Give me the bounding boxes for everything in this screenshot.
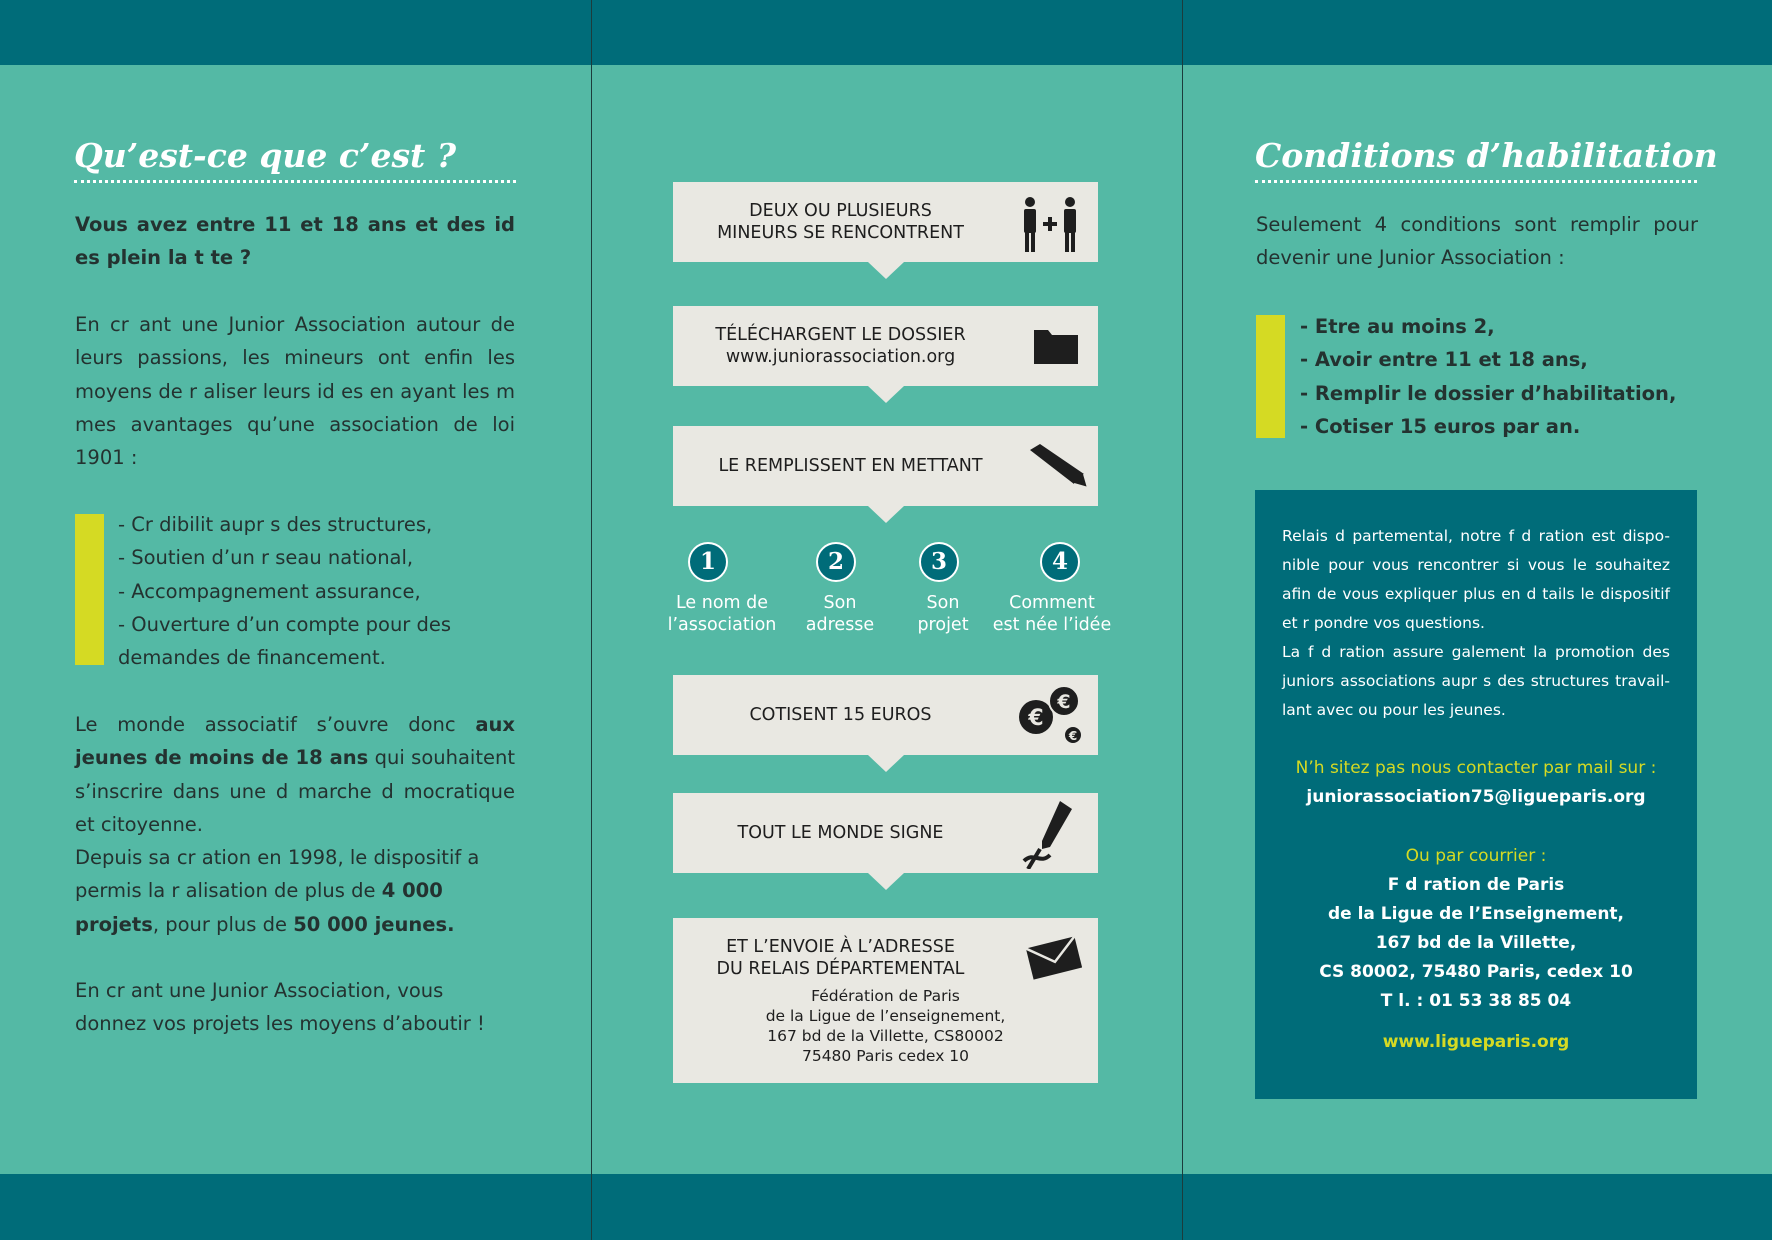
pencil-icon <box>1026 444 1090 496</box>
field-label: Son adresse <box>805 593 875 635</box>
left-panel <box>0 0 591 1240</box>
paragraph-1: En cr ant une Junior Association autour de leurs passions, les mineurs ont enfin les moyens de r aliser leurs id es en ayant les m mes avantages qu’une association de loi 1901 : <box>75 313 515 470</box>
step-box <box>673 306 1098 386</box>
field-label: Le nom de l’association <box>667 593 777 635</box>
contact-box <box>1255 490 1697 1099</box>
advantages-list <box>118 508 518 674</box>
step-label: COTISENT 15 EUROS <box>749 705 932 725</box>
list-item: - Etre au moins 2, <box>1300 315 1495 338</box>
paragraph-4: En cr ant une Junior Association, vous donnez vos projets les moyens d’aboutir ! <box>75 979 485 1036</box>
svg-text:€: € <box>1057 691 1071 713</box>
left-title: Qu’est-ce que c’est ? <box>74 136 457 175</box>
step-box <box>673 426 1098 506</box>
post-label: Ou par courrier : <box>1405 846 1547 866</box>
field-label: Son projet <box>917 593 969 635</box>
fold-line-left <box>591 0 592 1240</box>
folder-icon <box>1034 326 1078 368</box>
field-number: 4 <box>1040 542 1080 582</box>
envelope-icon <box>1026 934 1082 986</box>
euro-coins-icon <box>1018 685 1084 751</box>
field-label: Comment est née l’idée <box>992 593 1112 635</box>
step-address: Fédération de Paris de la Ligue de l’enseignement, 167 bd de la Villette, CS80002 75480 Paris cedex 10 <box>765 987 1006 1065</box>
step-label: TÉLÉCHARGENT LE DOSSIER www.juniorassociation.org <box>715 325 966 367</box>
contact-email-link[interactable]: juniorassociation75@ligueparis.org <box>1306 787 1646 807</box>
field-number: 3 <box>919 542 959 582</box>
step-label: TOUT LE MONDE SIGNE <box>737 823 944 843</box>
list-item: demandes de financement. <box>118 646 386 670</box>
website-link[interactable]: www.ligueparis.org <box>1382 1032 1570 1052</box>
step-box <box>673 793 1098 873</box>
list-item: - Cr dibilit aupr s des structures, <box>118 513 433 536</box>
paragraph-2: Le monde associatif s’ouvre donc aux jeunes de moins de 18 ans qui souhaitent s’inscrire dans une d marche d mocratique et citoyenne. <box>75 713 515 836</box>
contact-paragraph-2: La f d ration assure galement la promotion des juniors associations aupr s des structures travail-lant avec ou pour les jeunes. <box>1282 643 1670 719</box>
list-item: - Accompagnement assurance, <box>118 579 421 603</box>
right-title: Conditions d’habilitation <box>1255 136 1718 175</box>
step-box <box>673 918 1098 1083</box>
svg-text:€: € <box>1068 729 1078 743</box>
list-item: - Soutien d’un r seau national, <box>118 546 414 570</box>
intro-question: Vous avez entre 11 et 18 ans et des id es plein la t te ? <box>75 213 515 270</box>
postal-address: F d ration de Paris de la Ligue de l’Enseignement, 167 bd de la Villette, CS 80002, 75480 Paris, cedex 10 T l. : 01 53 38 85 04 <box>1319 875 1633 1011</box>
step-label: LE REMPLISSENT EN METTANT <box>718 456 983 476</box>
paragraph-3: Depuis sa cr ation en 1998, le dispositif a permis la r alisation de plus de 4 000 projets, pour plus de 50 000 jeunes. <box>75 846 480 936</box>
conditions-intro: Seulement 4 conditions sont remplir pour devenir une Junior Association : <box>1256 213 1698 270</box>
step-box <box>673 675 1098 755</box>
step-label: DEUX OU PLUSIEURS MINEURS SE RENCONTRENT <box>717 201 964 243</box>
mail-label: N’h sitez pas nous contacter par mail sur : <box>1295 758 1657 778</box>
contact-paragraph-1: Relais d partemental, notre f d ration est dispo-nible pour vous rencontrer si vous le souhaitez afin de vous expliquer plus en d tails le dispositif et r pondre vos questions. <box>1282 527 1670 632</box>
step-box <box>673 182 1098 262</box>
step-label: ET L’ENVOIE À L’ADRESSE DU RELAIS DÉPARTEMENTAL <box>716 937 965 979</box>
conditions-list <box>1300 310 1700 443</box>
accent-bar <box>1256 315 1285 438</box>
list-item: - Cotiser 15 euros par an. <box>1300 414 1581 438</box>
field-number: 2 <box>816 542 856 582</box>
accent-bar <box>75 514 104 665</box>
list-item: - Ouverture d’un compte pour des <box>118 612 452 636</box>
list-item: - Remplir le dossier d’habilitation, <box>1300 381 1677 405</box>
pen-signature-icon <box>1020 799 1084 873</box>
list-item: - Avoir entre 11 et 18 ans, <box>1300 348 1588 372</box>
people-icon <box>1022 196 1078 258</box>
title-underline <box>74 180 516 183</box>
svg-text:€: € <box>1028 706 1044 731</box>
field-number: 1 <box>688 542 728 582</box>
title-underline <box>1255 180 1697 183</box>
